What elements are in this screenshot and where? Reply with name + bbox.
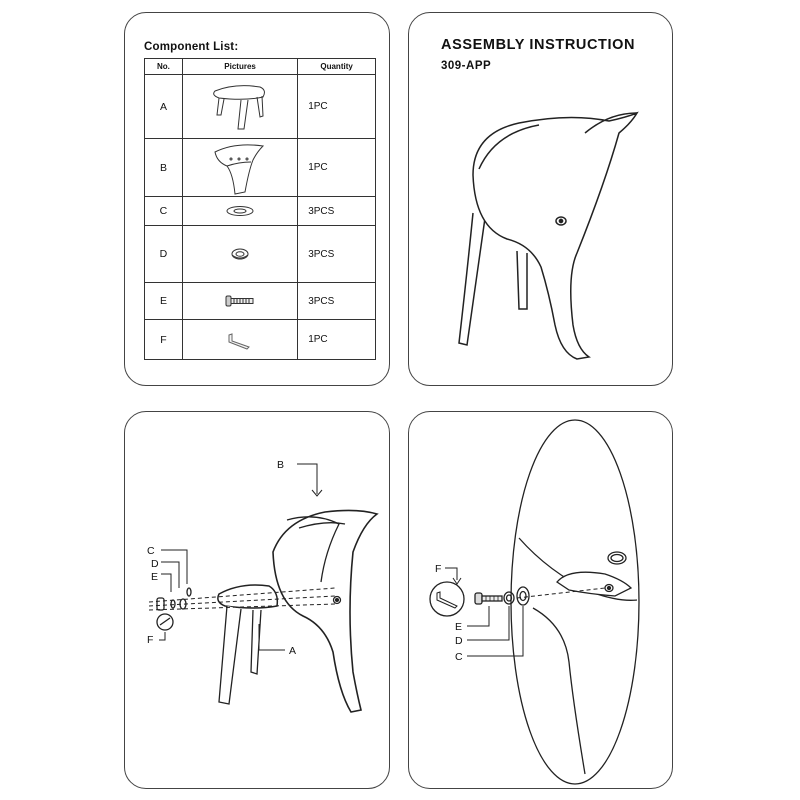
label-d: D <box>455 635 463 647</box>
row-no: D <box>145 226 183 283</box>
part-f-image <box>182 320 297 360</box>
assembled-chair-drawing <box>409 13 674 387</box>
component-list-title: Component List: <box>144 41 239 53</box>
table-header-row <box>145 59 376 75</box>
row-qty: 1PC <box>298 139 376 197</box>
part-d-image <box>182 226 297 283</box>
step1-panel <box>124 411 390 789</box>
table-row <box>145 139 376 197</box>
assembly-cover-panel <box>408 12 673 386</box>
header-no: No. <box>145 59 183 75</box>
header-pictures: Pictures <box>182 59 297 75</box>
component-list-panel <box>124 12 390 386</box>
table-row <box>145 320 376 360</box>
header-quantity: Quantity <box>298 59 376 75</box>
label-c: C <box>455 651 463 663</box>
row-qty: 3PCS <box>298 283 376 320</box>
table-row <box>145 197 376 226</box>
part-c-image <box>182 197 297 226</box>
row-no: C <box>145 197 183 226</box>
label-e: E <box>455 621 463 633</box>
row-no: E <box>145 283 183 320</box>
row-qty: 1PC <box>298 75 376 139</box>
row-qty: 3PCS <box>298 197 376 226</box>
table-row <box>145 75 376 139</box>
row-qty: 1PC <box>298 320 376 360</box>
part-a-image <box>182 75 297 139</box>
label-c: C <box>147 545 155 557</box>
part-b-image <box>182 139 297 197</box>
label-e: E <box>151 571 159 583</box>
row-qty: 3PCS <box>298 226 376 283</box>
table-row <box>145 283 376 320</box>
table-row <box>145 226 376 283</box>
label-d: D <box>151 558 159 570</box>
label-a: A <box>289 645 297 657</box>
part-e-image <box>182 283 297 320</box>
label-f: F <box>435 563 442 575</box>
row-no: B <box>145 139 183 197</box>
step2-panel <box>408 411 673 789</box>
row-no: F <box>145 320 183 360</box>
model-number: 309-APP <box>441 60 492 72</box>
step1-labels <box>125 412 391 790</box>
component-table <box>144 58 376 360</box>
label-f: F <box>147 634 154 646</box>
assembly-title: ASSEMBLY INSTRUCTION <box>441 37 636 53</box>
row-no: A <box>145 75 183 139</box>
label-b: B <box>277 459 285 471</box>
step2-labels <box>409 412 674 790</box>
